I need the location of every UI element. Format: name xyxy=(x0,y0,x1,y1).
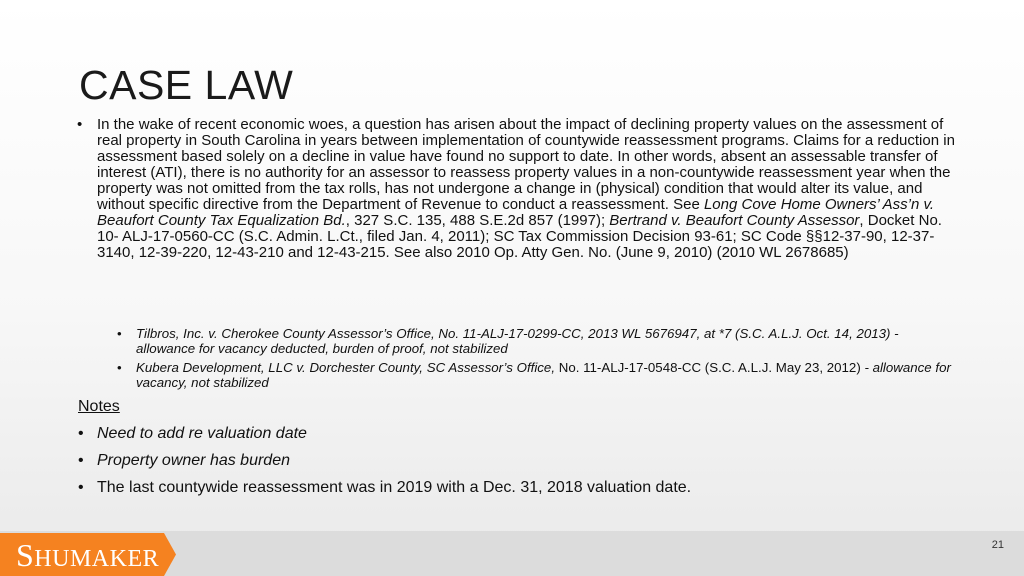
sub-bullet-text: Tilbros, Inc. v. Cherokee County Assessor’s Office, No. 11-ALJ-17-0299-CC, 2013 WL 5676947, at *7 (S.C. A.L.J. Oct. 14, 2013) - allowance for vacancy deducted, burden of proof, not stabilized xyxy=(136,326,899,356)
kubera-note: - allowance for vacancy, not stabilized xyxy=(136,360,951,390)
kubera-case-name: Kubera Development, LLC v. Dorchester County, SC Assessor’s Office, xyxy=(136,360,556,375)
paragraph-text-3: , Docket No. 10- ALJ-17-0560-CC (S.C. Admin. L.Ct., filed Jan. 4, 2011); SC Tax Commission Decision 93-61; SC Code §§12-37-90, 12-37-3140, 12-39-220, 12-43-210 and 12-43-215. See also 2010 Op. Atty Gen. No. (June 9, 2010) (2010 WL 2678685) xyxy=(97,212,942,261)
note-text: Property owner has burden xyxy=(97,452,290,469)
bullet-icon: • xyxy=(117,360,122,375)
note-text: Need to add re valuation date xyxy=(97,425,307,442)
case-citation-bertrand: Bertrand v. Beaufort County Assessor xyxy=(609,212,860,229)
note-item xyxy=(78,479,691,497)
sub-bullet-tilbros xyxy=(117,326,957,356)
note-text: The last countywide reassessment was in 2019 with a Dec. 31, 2018 valuation date. xyxy=(97,479,692,496)
bullet-icon: • xyxy=(117,326,122,341)
bullet-icon: • xyxy=(77,116,83,133)
paragraph-text-2: , 327 S.C. 135, 488 S.E.2d 857 (1997); xyxy=(345,212,610,229)
kubera-citation: No. 11-ALJ-17-0548-CC (S.C. A.L.J. May 23, 2012) xyxy=(555,360,861,375)
page-number: 21 xyxy=(991,539,1004,551)
bullet-icon: • xyxy=(78,452,84,469)
bullet-icon: • xyxy=(78,425,84,442)
paragraph-text-1: In the wake of recent economic woes, a question has arisen about the impact of declining property values on the assessment of real property in South Carolina in years between implementation of countywide reassessment programs. Claims for a reduction in assessment based solely on a decline in value have found no support to date. In other words, absent an assessable transfer of interest (ATI), there is no authority for an assessor to reassess property values in a non-countywide reassessment year when the property was not omitted from the tax rolls, has not undergone a change in (physical) condition that would alter its value, and without specific directive from the Department of Revenue to conduct a reassessment. See xyxy=(97,116,955,213)
note-item xyxy=(78,452,290,470)
company-logo: SHUMAKER xyxy=(16,537,160,573)
sub-bullet-kubera xyxy=(117,360,957,390)
bullet-icon: • xyxy=(78,479,84,496)
case-citation-long-cove: Long Cove Home Owners’ Ass’n v. Beaufort County Tax Equalization Bd. xyxy=(97,196,935,229)
note-item xyxy=(78,425,307,443)
notes-heading: Notes xyxy=(78,398,120,415)
slide-title: CASE LAW xyxy=(79,62,294,108)
main-paragraph xyxy=(77,117,957,261)
